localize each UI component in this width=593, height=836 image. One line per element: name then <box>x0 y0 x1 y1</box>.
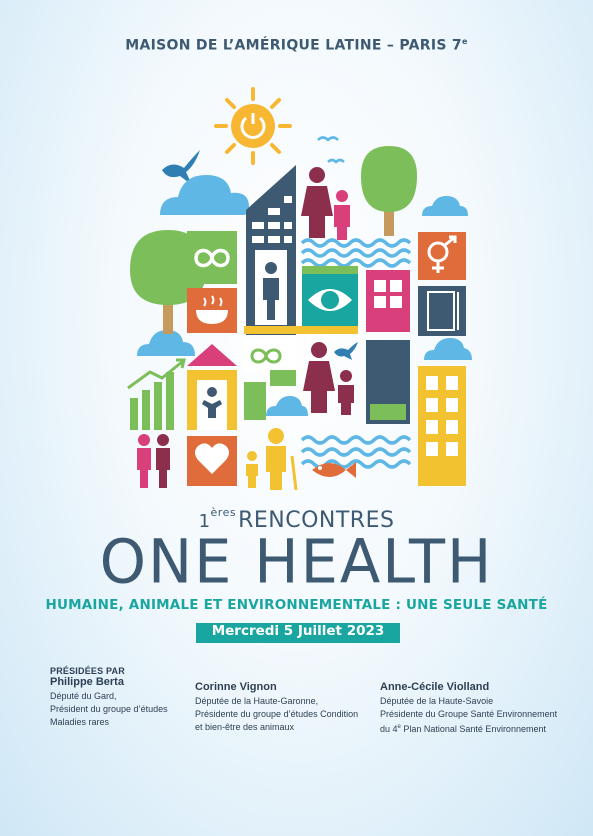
window-icon <box>366 270 410 332</box>
cloud-icon <box>160 175 249 215</box>
president-role-line: du 4e Plan National Santé Environnement <box>380 724 546 734</box>
president-column-3 <box>380 681 557 736</box>
event-subtitle: HUMAINE, ANIMALE ET ENVIRONNEMENTALE : UNE SEULE SANTÉ <box>45 597 548 613</box>
president-role-line: Président du groupe d’études <box>50 704 168 714</box>
growth-chart-icon <box>128 360 184 430</box>
event-series: 1èresRENCONTRES <box>198 506 395 533</box>
presidents-label: PRÉSIDÉES PAR <box>50 666 125 676</box>
house-icon <box>187 344 237 430</box>
president-name: Corinne Vignon <box>195 681 277 693</box>
president-column-2 <box>195 681 358 734</box>
family-icon <box>301 167 350 240</box>
eye-globe-icon <box>302 266 358 328</box>
president-column-1 <box>50 666 168 729</box>
president-role-line: et bien-être des animaux <box>195 722 295 732</box>
president-role-line: Députée de la Haute-Savoie <box>380 696 494 706</box>
building-icon <box>246 165 296 335</box>
couple-icon <box>137 434 170 488</box>
venue-line: MAISON DE L’AMÉRIQUE LATINE – PARIS 7e <box>125 37 468 54</box>
president-role-line: Députée de la Haute-Garonne, <box>195 696 319 706</box>
heart-icon <box>187 436 237 486</box>
president-role-line: Maladies rares <box>50 717 110 727</box>
president-name: Anne-Cécile Violland <box>380 681 490 693</box>
president-name: Philippe Berta <box>50 676 124 688</box>
president-role-line: Présidente du groupe d’études Condition <box>195 709 359 719</box>
soup-bowl-icon <box>187 288 237 333</box>
event-date-badge: Mercredi 5 Juillet 2023 <box>196 623 400 643</box>
gender-equality-icon <box>418 232 466 280</box>
president-role-line: Député du Gard, <box>50 691 117 701</box>
president-role-line: Présidente du Groupe Santé Environnement <box>380 709 558 719</box>
event-title: ONE HEALTH <box>99 526 494 597</box>
sun-power-icon <box>216 89 290 163</box>
infinity-icon <box>187 231 237 284</box>
notebook-icon <box>418 286 466 336</box>
elderly-person-icon <box>246 428 296 490</box>
